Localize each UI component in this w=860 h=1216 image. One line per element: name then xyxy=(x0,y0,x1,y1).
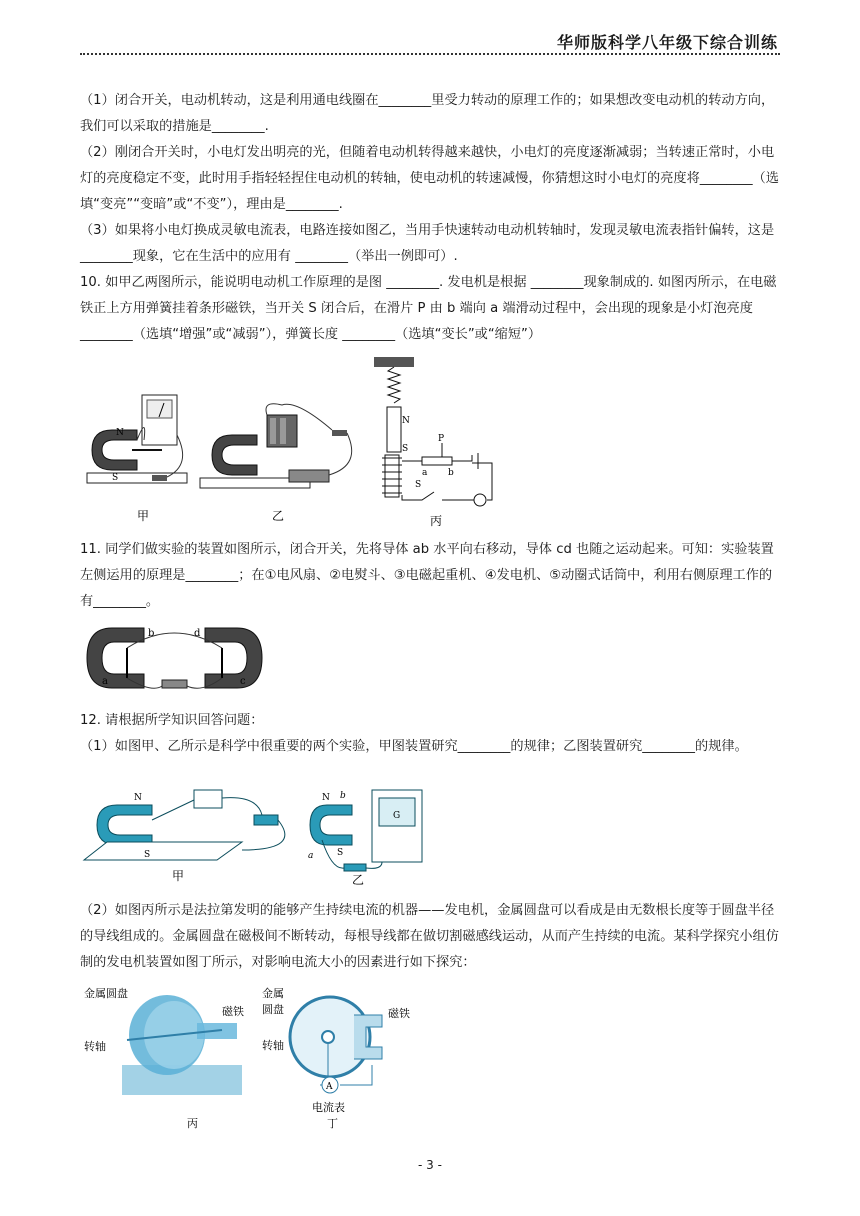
q10-text: 10. 如甲乙两图所示，能说明电动机工作原理的是图 ________. 发电机是根据 ________现象制成的. 如图丙所示，在电磁铁正上方用弹簧挂着条形磁铁，当开关 S 闭合后，在滑片 P 由 b 端向 a 端滑动过程中，会出现的现象是小灯泡亮度 ________（选填“增强”或“减弱”），弹簧长度 ________（选填“变长”或“缩短”） xyxy=(80,275,777,342)
jia-caption: 甲 xyxy=(137,509,150,523)
bing-s-label: S xyxy=(402,444,409,454)
figure-jia xyxy=(87,395,187,523)
y12-caption: 乙 xyxy=(352,873,365,885)
bing12-disk-label: 金属圆盘 xyxy=(84,987,128,1000)
q12-figures-bing-ding xyxy=(82,985,442,1135)
bing-caption: 丙 xyxy=(430,514,443,528)
figure-12-ding xyxy=(262,986,410,1130)
q12-part1: （1）如图甲、乙所示是科学中很重要的两个实验，甲图装置研究________的规律；乙图装置研究________的规律。 xyxy=(80,739,748,754)
page-header-title: 华师版科学八年级下综合训练 xyxy=(556,33,778,52)
ding12-disk-label-1: 金属 xyxy=(262,987,284,1000)
q11-a-label: a xyxy=(102,676,108,687)
bing-b-label: b xyxy=(448,468,454,478)
j12-n-label: N xyxy=(134,793,142,803)
bing-switch-label: S xyxy=(415,480,422,490)
q9-part1: （1）闭合开关，电动机转动，这是利用通电线圈在________里受力转动的原理工作的；如果想改变电动机的转动方向，我们可以采取的措施是________. xyxy=(80,93,775,134)
y12-s-label: S xyxy=(337,848,344,858)
figure-12-jia xyxy=(84,790,285,883)
bing12-magnet-label: 磁铁 xyxy=(222,1005,244,1018)
q12-intro: 12. 请根据所学知识回答问题： xyxy=(80,713,264,728)
figure-bing xyxy=(374,357,492,528)
q11-b-label: b xyxy=(148,628,155,639)
ding12-magnet-label: 磁铁 xyxy=(388,1007,410,1020)
bing12-axle-label: 转轴 xyxy=(84,1040,106,1053)
figure-12-yi xyxy=(308,790,422,885)
bing12-caption: 丙 xyxy=(187,1117,198,1130)
q11-text: 11. 同学们做实验的装置如图所示，闭合开关，先将导体 ab 水平向右移动，导体 cd 也随之运动起来。可知：实验装置左侧运用的原理是________；在①电风扇、②电熨斗、③电磁起重机、④发电机、⑤动圈式话筒中，利用右侧原理工作的有________。 xyxy=(80,542,774,609)
bing-p-label: P xyxy=(438,434,445,444)
figure-yi xyxy=(200,404,352,523)
jia-n-label: N xyxy=(116,428,124,438)
page-number: - 3 - xyxy=(418,1158,442,1172)
ding12-axle-label: 转轴 xyxy=(262,1039,284,1052)
q9-part3: （3）如果将小电灯换成灵敏电流表，电路连接如图乙，当用手快速转动电动机转轴时，发现灵敏电流表指针偏转，这是________现象，它在生活中的应用有 ________（举出一例即可）. xyxy=(80,223,775,264)
q11-figure xyxy=(82,618,267,696)
j12-caption: 甲 xyxy=(172,869,185,883)
y12-n-label: N xyxy=(322,793,330,803)
y12-g-label: G xyxy=(393,811,401,821)
y12-b-label: b xyxy=(340,791,346,801)
ding12-ammeter-symbol: A xyxy=(326,1082,333,1092)
q9-part2: （2）刚闭合开关时，小电灯发出明亮的光，但随着电动机转得越来越快，小电灯的亮度逐渐减弱；当转速正常时，小电灯的亮度稳定不变，此时用手指轻轻捏住电动机的转轴，使电动机的转速减慢，你猜想这时小电灯的亮度将________（选填“变亮”“变暗”或“不变”），理由是________. xyxy=(80,145,779,212)
figure-12-bing xyxy=(84,986,244,1130)
bing-n-label: N xyxy=(402,416,410,426)
bing-a-label: a xyxy=(422,468,428,478)
ding12-ammeter-label: 电流表 xyxy=(312,1101,345,1114)
j12-s-label: S xyxy=(144,850,151,860)
yi-caption: 乙 xyxy=(272,509,285,523)
q12-part2: （2）如图丙所示是法拉第发明的能够产生持续电流的机器——发电机，金属圆盘可以看成是由无数根长度等于圆盘半径的导线组成的。金属圆盘在磁极间不断转动，每根导线都在做切割磁感线运动，从而产生持续的电流。某科学探究小组仿制的发电机装置如图丁所示，对影响电流大小的因素进行如下探究： xyxy=(80,903,779,970)
q12-figures-jia-yi xyxy=(82,780,432,885)
ding12-caption: 丁 xyxy=(327,1117,338,1130)
q11-d-label: d xyxy=(194,628,201,639)
jia-s-label: S xyxy=(112,473,119,483)
header-divider xyxy=(80,53,780,55)
ding12-disk-label-2: 圆盘 xyxy=(262,1003,284,1016)
y12-a-label: a xyxy=(308,851,314,861)
q10-figures xyxy=(82,355,512,530)
q11-c-label: c xyxy=(240,676,246,687)
